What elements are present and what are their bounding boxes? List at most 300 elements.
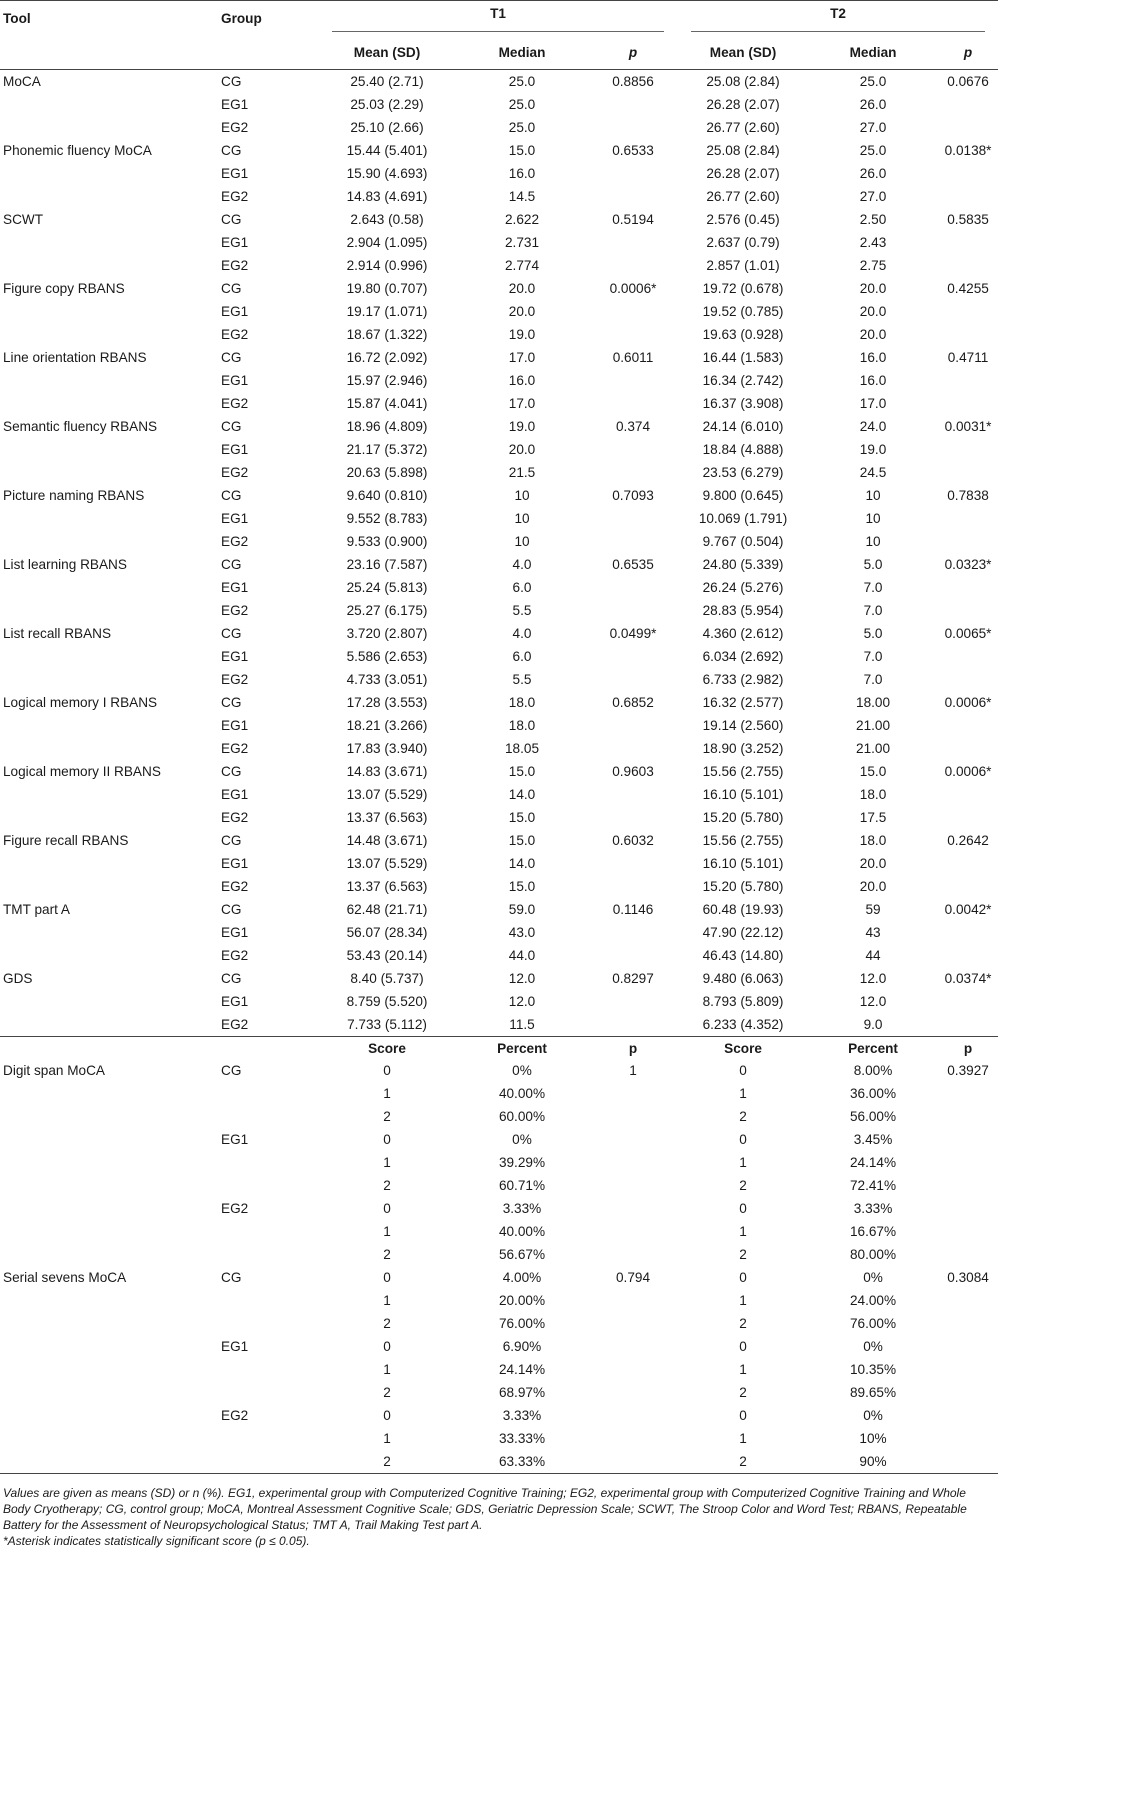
table-row xyxy=(0,829,998,852)
cell-tool: Picture naming RBANS xyxy=(3,488,145,503)
cell-t1-p xyxy=(588,369,678,392)
cell-tool xyxy=(0,944,218,967)
cell-t2-p xyxy=(938,300,998,323)
cell-tool: List recall RBANS xyxy=(3,626,112,641)
cell-t1-b: 20.0 xyxy=(508,442,536,457)
cell-tool xyxy=(0,576,218,599)
cell-t1-b: 14.0 xyxy=(508,856,536,871)
cell-t1-p xyxy=(588,530,678,553)
cell-t1-b: 2.622 xyxy=(504,212,540,227)
cell-group: CG xyxy=(221,971,242,986)
cell-t1-b: 15.0 xyxy=(508,143,536,158)
cell-t2-a: 18.90 (3.252) xyxy=(702,741,784,756)
cell-group: EG2 xyxy=(221,465,249,480)
cell-t2-p: 0.3927 xyxy=(947,1063,989,1078)
cell-t2-a: 10.069 (1.791) xyxy=(698,511,788,526)
cell-tool xyxy=(0,1381,218,1404)
cell-t2-a: 9.800 (0.645) xyxy=(702,488,784,503)
cell-t2-a: 0 xyxy=(739,1408,747,1423)
cell-t1-p xyxy=(588,1174,678,1197)
cell-t1-a: 2 xyxy=(383,1385,391,1400)
cell-t1-p xyxy=(588,1427,678,1450)
cell-t2-a: 16.34 (2.742) xyxy=(702,373,784,388)
cell-t2-a: 26.77 (2.60) xyxy=(706,189,780,204)
cell-tool xyxy=(0,1243,218,1266)
cell-group: EG1 xyxy=(221,1339,249,1354)
cell-t1-p xyxy=(588,1220,678,1243)
cell-t2-p xyxy=(938,783,998,806)
cell-group xyxy=(218,1381,318,1404)
cell-t2-a: 19.72 (0.678) xyxy=(702,281,784,296)
cell-t1-p: 0.0499* xyxy=(609,626,657,641)
cell-tool: Digit span MoCA xyxy=(3,1063,105,1078)
cell-t2-b: 17.5 xyxy=(859,810,887,825)
cell-t2-b: 72.41% xyxy=(849,1178,897,1193)
cell-t2-a: 15.20 (5.780) xyxy=(702,879,784,894)
cell-t2-p xyxy=(938,1427,998,1450)
cell-t1-a: 2 xyxy=(383,1247,391,1262)
cell-t2-a: 6.233 (4.352) xyxy=(702,1017,784,1032)
cell-tool xyxy=(0,806,218,829)
cell-t2-b: 7.0 xyxy=(863,580,883,595)
cell-t2-b: 5.0 xyxy=(863,557,883,572)
table-row xyxy=(0,760,998,783)
cell-t2-b: 2.50 xyxy=(859,212,887,227)
cell-t1-a: 8.759 (5.520) xyxy=(346,994,428,1009)
cell-t2-b: 2.43 xyxy=(859,235,887,250)
cell-t1-b: 18.05 xyxy=(504,741,540,756)
cell-tool xyxy=(0,254,218,277)
table-row xyxy=(0,323,998,346)
cell-t1-a: 2 xyxy=(383,1316,391,1331)
cell-group: EG2 xyxy=(221,1201,249,1216)
cell-t2-p xyxy=(938,1335,998,1358)
cell-t2-b: 10% xyxy=(859,1431,887,1446)
cell-tool: List learning RBANS xyxy=(3,557,127,572)
cell-t1-b: 63.33% xyxy=(456,1450,588,1474)
cell-t1-a: 9.640 (0.810) xyxy=(346,488,428,503)
cell-t2-p xyxy=(938,254,998,277)
cell-t1-b: 39.29% xyxy=(498,1155,546,1170)
cell-tool xyxy=(0,369,218,392)
cell-t2-a: 2.857 (1.01) xyxy=(706,258,780,273)
cell-t2-a: 26.24 (5.276) xyxy=(702,580,784,595)
cell-t2-p: 0.3084 xyxy=(947,1270,989,1285)
cell-t1-b: 11.5 xyxy=(509,1017,535,1032)
cell-t2-b: 24.5 xyxy=(859,465,887,480)
cell-t1-a: 0 xyxy=(383,1063,391,1078)
cell-t1-p xyxy=(588,1381,678,1404)
cell-t1-p xyxy=(588,1289,678,1312)
cell-t2-a: 2 xyxy=(739,1385,747,1400)
cell-t2-p: 0.0676 xyxy=(947,74,989,89)
cell-t1-a: 1 xyxy=(383,1431,391,1446)
cell-t1-a: 3.720 (2.807) xyxy=(346,626,428,641)
cell-t2-a: 2 xyxy=(739,1247,747,1262)
cell-tool: GDS xyxy=(3,971,33,986)
cell-t2-a: 28.83 (5.954) xyxy=(702,603,784,618)
score-table-row xyxy=(0,1289,998,1312)
cell-t2-a: 16.32 (2.577) xyxy=(702,695,784,710)
header-t1-p: p xyxy=(628,45,638,60)
cell-group: CG xyxy=(221,557,242,572)
cell-group: CG xyxy=(221,212,242,227)
header-row-1 xyxy=(0,1,998,37)
cell-t2-a: 26.28 (2.07) xyxy=(706,166,780,181)
table-row xyxy=(0,185,998,208)
table-row xyxy=(0,668,998,691)
cell-t2-p xyxy=(938,576,998,599)
table-row xyxy=(0,852,998,875)
cell-t1-b: 40.00% xyxy=(498,1224,546,1239)
cell-group: EG1 xyxy=(221,304,249,319)
table-row xyxy=(0,392,998,415)
cell-tool xyxy=(0,162,218,185)
cell-t1-a: 1 xyxy=(383,1086,391,1101)
cell-group: EG1 xyxy=(221,373,249,388)
cell-group: EG1 xyxy=(221,925,249,940)
cell-t2-a: 2.637 (0.79) xyxy=(706,235,780,250)
cell-t2-b: 0% xyxy=(863,1408,883,1423)
cell-t1-a: 15.87 (4.041) xyxy=(346,396,428,411)
cell-t2-p xyxy=(938,231,998,254)
cell-t2-a: 1 xyxy=(739,1224,747,1239)
cell-t1-p xyxy=(588,323,678,346)
cell-t2-a: 26.77 (2.60) xyxy=(706,120,780,135)
cell-t1-p xyxy=(588,1128,678,1151)
cell-t2-a: 19.14 (2.560) xyxy=(702,718,784,733)
cell-t1-b: 15.0 xyxy=(508,833,536,848)
cell-t1-b: 25.0 xyxy=(508,120,536,135)
cell-t1-a: 2.914 (0.996) xyxy=(346,258,428,273)
table-row xyxy=(0,507,998,530)
cell-t2-b: 15.0 xyxy=(859,764,887,779)
cell-t2-p xyxy=(938,438,998,461)
cell-group: EG1 xyxy=(221,856,249,871)
cell-t1-a: 25.40 (2.71) xyxy=(350,74,424,89)
table-row xyxy=(0,461,998,484)
cell-t1-p: 0.8856 xyxy=(612,74,654,89)
table-row xyxy=(0,254,998,277)
cell-t1-b: 10 xyxy=(514,534,530,549)
cell-group: EG2 xyxy=(221,120,249,135)
cell-group: EG2 xyxy=(221,603,249,618)
cell-t1-p xyxy=(588,875,678,898)
cell-t1-b: 5.5 xyxy=(512,672,532,687)
cell-t2-p xyxy=(938,645,998,668)
cell-tool xyxy=(0,737,218,760)
cell-t1-b: 19.0 xyxy=(508,327,536,342)
cell-group: EG1 xyxy=(221,718,249,733)
cell-t2-p: 0.2642 xyxy=(947,833,989,848)
score-table-row xyxy=(0,1358,998,1381)
cell-t1-b: 76.00% xyxy=(498,1316,546,1331)
cell-t1-p xyxy=(588,1358,678,1381)
cell-t1-b: 4.0 xyxy=(512,557,532,572)
cell-t1-p xyxy=(588,300,678,323)
cell-tool: Logical memory II RBANS xyxy=(3,764,161,779)
cell-t2-p xyxy=(938,162,998,185)
cell-t2-b: 12.0 xyxy=(859,994,887,1009)
cell-tool xyxy=(0,921,218,944)
cell-tool xyxy=(0,300,218,323)
score-table-row xyxy=(0,1312,998,1335)
cell-tool xyxy=(0,1013,218,1037)
cell-t2-b: 26.0 xyxy=(859,97,887,112)
cell-t1-a: 25.10 (2.66) xyxy=(350,120,424,135)
cell-t1-b: 17.0 xyxy=(508,350,536,365)
cell-tool: TMT part A xyxy=(3,902,70,917)
cell-t2-b: 16.0 xyxy=(859,350,887,365)
cell-tool xyxy=(0,323,218,346)
header-t2-percent: Percent xyxy=(808,1037,938,1060)
cell-t1-a: 13.07 (5.529) xyxy=(346,856,428,871)
table-row xyxy=(0,645,998,668)
header-t1-mean: Mean (SD) xyxy=(353,45,421,60)
table-row xyxy=(0,806,998,829)
cell-tool xyxy=(0,1197,218,1220)
cell-t1-p xyxy=(588,461,678,484)
cell-t2-b: 26.0 xyxy=(859,166,887,181)
score-table-row xyxy=(0,1174,998,1197)
cell-t2-p xyxy=(938,1358,998,1381)
cell-t1-b: 14.5 xyxy=(508,189,536,204)
cell-t2-b: 12.0 xyxy=(859,971,887,986)
cell-t2-b: 24.14% xyxy=(849,1155,897,1170)
table-row xyxy=(0,622,998,645)
cell-t1-a: 0 xyxy=(383,1408,391,1423)
cell-group xyxy=(218,1220,318,1243)
header-t2-mean: Mean (SD) xyxy=(709,45,777,60)
cell-t2-a: 16.10 (5.101) xyxy=(702,787,784,802)
cell-tool: Figure recall RBANS xyxy=(3,833,129,848)
score-table-row xyxy=(0,1266,998,1289)
cell-t1-p: 0.6032 xyxy=(612,833,654,848)
cell-t1-p xyxy=(588,254,678,277)
cell-t1-b: 40.00% xyxy=(498,1086,546,1101)
cell-t2-a: 15.20 (5.780) xyxy=(702,810,784,825)
table-row xyxy=(0,139,998,162)
cell-t2-a: 9.480 (6.063) xyxy=(702,971,784,986)
cell-t2-p xyxy=(938,507,998,530)
cell-t2-a: 2.576 (0.45) xyxy=(706,212,780,227)
table-row xyxy=(0,944,998,967)
cell-group: CG xyxy=(221,833,242,848)
cell-t1-a: 18.67 (1.322) xyxy=(346,327,428,342)
cell-tool xyxy=(0,852,218,875)
table-row xyxy=(0,231,998,254)
cell-t1-a: 56.07 (28.34) xyxy=(346,925,428,940)
table-row xyxy=(0,576,998,599)
cell-group: EG2 xyxy=(221,396,249,411)
cell-t2-b: 27.0 xyxy=(859,189,887,204)
cell-t1-p: 0.1146 xyxy=(612,902,654,917)
cell-t2-a: 19.52 (0.785) xyxy=(702,304,784,319)
cell-group: EG1 xyxy=(221,787,249,802)
cell-t2-p xyxy=(938,737,998,760)
cell-t2-p xyxy=(938,668,998,691)
cell-group: CG xyxy=(221,626,242,641)
cell-t1-b: 12.0 xyxy=(508,971,536,986)
cell-t1-a: 13.37 (6.563) xyxy=(346,810,428,825)
cell-t2-b: 2.75 xyxy=(859,258,887,273)
cell-tool: Figure copy RBANS xyxy=(3,281,125,296)
cell-t1-p xyxy=(588,1404,678,1427)
cell-t2-p: 0.0374* xyxy=(944,971,992,986)
score-table-row xyxy=(0,1335,998,1358)
cell-group: CG xyxy=(221,488,242,503)
cell-t2-a: 15.56 (2.755) xyxy=(702,833,784,848)
cell-group: CG xyxy=(221,419,242,434)
header-t1-p-plain: p xyxy=(588,1037,678,1060)
score-table-row xyxy=(0,1243,998,1266)
cell-t1-p xyxy=(588,392,678,415)
cell-t1-b: 24.14% xyxy=(498,1362,546,1377)
cell-tool xyxy=(0,1427,218,1450)
cell-t1-p: 0.6011 xyxy=(612,350,654,365)
cell-t1-p: 0.374 xyxy=(616,419,651,434)
cell-t2-p xyxy=(938,323,998,346)
cell-tool xyxy=(0,645,218,668)
table-row xyxy=(0,415,998,438)
table-row xyxy=(0,530,998,553)
cell-tool xyxy=(0,668,218,691)
cell-t2-a: 1 xyxy=(739,1362,747,1377)
cell-t1-p: 0.6533 xyxy=(612,143,654,158)
cell-t2-b: 20.0 xyxy=(859,281,887,296)
header-t2-median: Median xyxy=(849,45,897,60)
cell-t1-p xyxy=(588,645,678,668)
cell-t2-p xyxy=(938,852,998,875)
cell-t1-a: 0 xyxy=(383,1270,391,1285)
cell-group: EG2 xyxy=(221,1017,249,1032)
table-footnote: Values are given as means (SD) or n (%). EG1, experimental group with Computerized Cognitive Training; EG2, experimental group with Computerized Cognitive Training and Whole Body Cryotherapy; CG, control group; MoCA, Montreal Assessment Cognitive Scale; GDS, Geriatric Depression Scale; SCWT, The Stroop Color and Word Test; RBANS, Repeatable Battery for the Assessment of Neuropsychological Status; TMT A, Trail Making Test part A. xyxy=(3,1486,967,1532)
score-table-row xyxy=(0,1151,998,1174)
cell-t2-p xyxy=(938,1289,998,1312)
table-row xyxy=(0,162,998,185)
cell-t2-b: 17.0 xyxy=(859,396,887,411)
cell-tool xyxy=(0,461,218,484)
cell-t1-p xyxy=(588,852,678,875)
cell-t1-b: 6.0 xyxy=(512,649,532,664)
cell-t1-b: 3.33% xyxy=(502,1408,542,1423)
cell-t1-b: 2.731 xyxy=(504,235,540,250)
cell-t1-a: 0 xyxy=(383,1132,391,1147)
cell-t1-p xyxy=(588,162,678,185)
cell-tool xyxy=(0,1105,218,1128)
cell-t2-p xyxy=(938,1082,998,1105)
cell-t2-a: 16.44 (1.583) xyxy=(702,350,784,365)
cell-tool xyxy=(0,599,218,622)
cell-t2-p xyxy=(938,1381,998,1404)
header-tool: Tool xyxy=(3,11,31,26)
cell-t2-p xyxy=(938,806,998,829)
cell-t1-b: 18.0 xyxy=(508,718,536,733)
cell-t1-a: 2 xyxy=(383,1109,391,1124)
cell-t1-a: 14.83 (3.671) xyxy=(346,764,428,779)
cell-t2-a: 2 xyxy=(739,1109,747,1124)
cell-t1-a: 0 xyxy=(383,1339,391,1354)
cell-t1-a: 9.552 (8.783) xyxy=(346,511,428,526)
cell-t1-p xyxy=(588,921,678,944)
cell-tool xyxy=(0,1220,218,1243)
cell-t2-p xyxy=(938,1312,998,1335)
cell-t1-p: 0.794 xyxy=(616,1270,651,1285)
cell-t1-b: 59.0 xyxy=(508,902,536,917)
cell-t2-a: 2 xyxy=(739,1316,747,1331)
cell-t2-a: 0 xyxy=(739,1063,747,1078)
table-row xyxy=(0,369,998,392)
table-footnote-asterisk: *Asterisk indicates statistically significant score (p ≤ 0.05). xyxy=(3,1534,310,1548)
cell-t1-a: 2.643 (0.58) xyxy=(350,212,424,227)
table-row xyxy=(0,737,998,760)
cell-group: EG2 xyxy=(221,810,249,825)
cell-t2-p xyxy=(938,1174,998,1197)
cell-t2-p xyxy=(938,1197,998,1220)
table-row xyxy=(0,116,998,139)
cell-t2-a: 0 xyxy=(739,1201,747,1216)
cell-group: EG2 xyxy=(221,258,249,273)
table-row xyxy=(0,553,998,576)
cell-t1-b: 0% xyxy=(512,1132,532,1147)
cell-t1-b: 25.0 xyxy=(508,74,536,89)
cell-group: CG xyxy=(221,350,242,365)
cell-group xyxy=(218,1174,318,1197)
cell-group: EG2 xyxy=(221,189,249,204)
cell-t2-a: 2 xyxy=(739,1178,747,1193)
cell-t1-b: 16.0 xyxy=(508,373,536,388)
cell-t2-a: 18.84 (4.888) xyxy=(702,442,784,457)
cell-t1-b: 19.0 xyxy=(508,419,536,434)
cell-t2-p: 0.0323* xyxy=(944,557,992,572)
cell-t1-b: 4.00% xyxy=(502,1270,542,1285)
cell-t2-b: 10 xyxy=(865,488,881,503)
cell-tool: Logical memory I RBANS xyxy=(3,695,158,710)
cell-t2-a: 24.80 (5.339) xyxy=(702,557,784,572)
cell-t1-b: 10 xyxy=(514,488,530,503)
cell-t2-a: 25.08 (2.84) xyxy=(706,143,780,158)
score-table-row xyxy=(0,1381,998,1404)
cell-t2-b: 27.0 xyxy=(859,120,887,135)
cell-group xyxy=(218,1105,318,1128)
cell-tool: SCWT xyxy=(3,212,44,227)
cell-t1-p xyxy=(588,1197,678,1220)
cell-t2-b: 5.0 xyxy=(863,626,883,641)
cell-t1-b: 15.0 xyxy=(508,879,536,894)
cell-t2-a: 9.767 (0.504) xyxy=(702,534,784,549)
cell-t2-b: 89.65% xyxy=(849,1385,897,1400)
cell-t2-a: 15.56 (2.755) xyxy=(702,764,784,779)
cell-t2-b: 56.00% xyxy=(849,1109,897,1124)
cell-t2-a: 0 xyxy=(739,1270,747,1285)
cell-t1-b: 17.0 xyxy=(508,396,536,411)
cell-t1-a: 1 xyxy=(383,1362,391,1377)
header-t2-p: p xyxy=(963,45,973,60)
cell-group xyxy=(218,1450,318,1474)
cell-tool xyxy=(0,1128,218,1151)
cell-t2-a: 47.90 (22.12) xyxy=(702,925,784,940)
cell-t1-a: 4.733 (3.051) xyxy=(346,672,428,687)
cell-t1-p xyxy=(588,1151,678,1174)
header-t2: T2 xyxy=(678,1,998,37)
cell-t1-a: 14.48 (3.671) xyxy=(346,833,428,848)
cell-tool xyxy=(0,990,218,1013)
cell-tool xyxy=(0,530,218,553)
cell-t2-p: 0.4255 xyxy=(947,281,989,296)
cell-t1-b: 60.00% xyxy=(498,1109,546,1124)
cell-t1-b: 15.0 xyxy=(508,764,536,779)
cell-t2-b: 10 xyxy=(865,511,881,526)
